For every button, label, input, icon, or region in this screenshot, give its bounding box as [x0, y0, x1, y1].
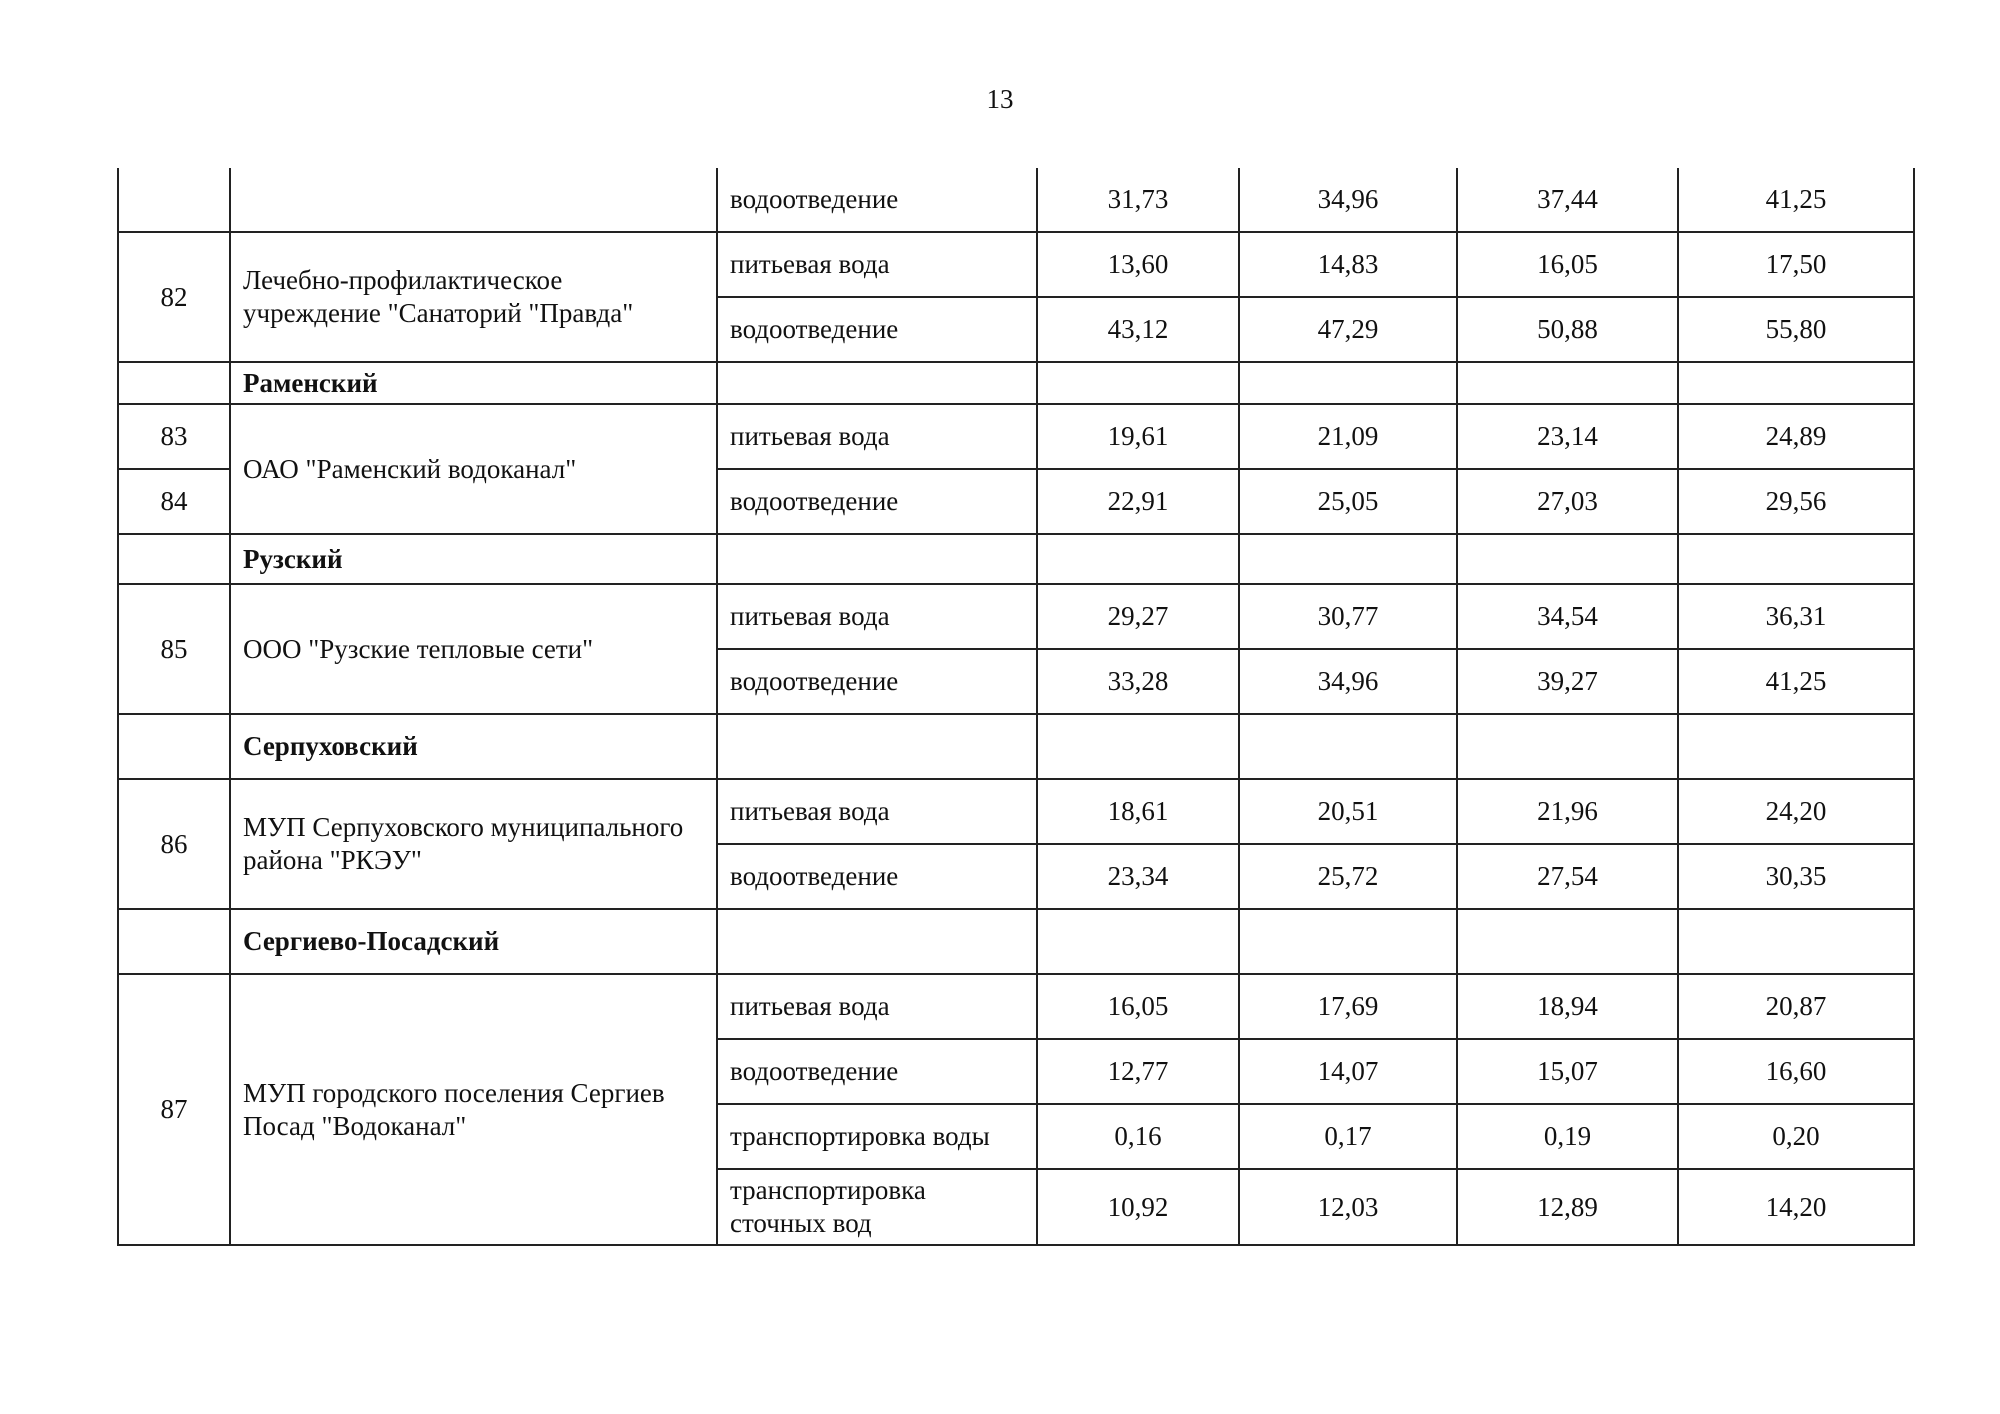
- cell-value: 13,60: [1037, 232, 1239, 297]
- cell-number: 84: [118, 469, 230, 534]
- cell-value: 14,07: [1239, 1039, 1457, 1104]
- cell-service: транспортировка воды: [717, 1104, 1037, 1169]
- tariff-table: [117, 168, 1915, 1246]
- cell-value: 12,03: [1239, 1169, 1457, 1245]
- cell-number: 83: [118, 404, 230, 469]
- cell-value: 41,25: [1678, 649, 1914, 714]
- cell-organization: МУП городского поселения Сергиев Посад "Водоканал": [230, 974, 717, 1245]
- cell-value: 20,87: [1678, 974, 1914, 1039]
- district-name: Раменский: [230, 362, 717, 404]
- cell-value: 18,94: [1457, 974, 1678, 1039]
- cell-service: водоотведение: [717, 469, 1037, 534]
- cell-service: транспортировка сточных вод: [717, 1169, 1037, 1245]
- cell-value: 14,83: [1239, 232, 1457, 297]
- cell-value: 50,88: [1457, 297, 1678, 362]
- cell-value: 41,25: [1678, 168, 1914, 232]
- cell-value: 27,54: [1457, 844, 1678, 909]
- cell-value: 30,77: [1239, 584, 1457, 649]
- cell-value: 17,50: [1678, 232, 1914, 297]
- cell-value: 21,96: [1457, 779, 1678, 844]
- cell-value: 25,72: [1239, 844, 1457, 909]
- cell-value: 15,07: [1457, 1039, 1678, 1104]
- cell-value: 23,14: [1457, 404, 1678, 469]
- cell-organization: [230, 168, 717, 232]
- table-row: [118, 168, 1914, 232]
- cell-value: 36,31: [1678, 584, 1914, 649]
- cell-value: 16,05: [1037, 974, 1239, 1039]
- district-name: Серпуховский: [230, 714, 717, 779]
- district-name: Сергиево-Посадский: [230, 909, 717, 974]
- cell-value: 29,56: [1678, 469, 1914, 534]
- cell-value: 16,60: [1678, 1039, 1914, 1104]
- cell-value: 34,96: [1239, 649, 1457, 714]
- cell-value: 16,05: [1457, 232, 1678, 297]
- table-row: [118, 232, 1914, 297]
- cell-value: 29,27: [1037, 584, 1239, 649]
- cell-number: 82: [118, 232, 230, 362]
- cell-value: 0,16: [1037, 1104, 1239, 1169]
- cell-value: 33,28: [1037, 649, 1239, 714]
- table-row: [118, 584, 1914, 649]
- cell-value: 17,69: [1239, 974, 1457, 1039]
- cell-value: 24,89: [1678, 404, 1914, 469]
- cell-service: питьевая вода: [717, 232, 1037, 297]
- cell-number: [118, 168, 230, 232]
- cell-value: 21,09: [1239, 404, 1457, 469]
- cell-service: водоотведение: [717, 649, 1037, 714]
- district-row: [118, 714, 1914, 779]
- cell-service: водоотведение: [717, 844, 1037, 909]
- cell-value: 39,27: [1457, 649, 1678, 714]
- cell-value: 0,17: [1239, 1104, 1457, 1169]
- cell-value: 12,77: [1037, 1039, 1239, 1104]
- cell-value: 27,03: [1457, 469, 1678, 534]
- cell-value: 30,35: [1678, 844, 1914, 909]
- cell-organization: МУП Серпуховского муниципального района "РКЭУ": [230, 779, 717, 909]
- cell-value: 23,34: [1037, 844, 1239, 909]
- cell-organization: ОАО "Раменский водоканал": [230, 404, 717, 534]
- district-row: [118, 362, 1914, 404]
- cell-organization: ООО "Рузские тепловые сети": [230, 584, 717, 714]
- cell-service: питьевая вода: [717, 404, 1037, 469]
- table-row: [118, 974, 1914, 1039]
- cell-organization: Лечебно-профилактическое учреждение "Санаторий "Правда": [230, 232, 717, 362]
- cell-value: 0,20: [1678, 1104, 1914, 1169]
- cell-value: 34,96: [1239, 168, 1457, 232]
- cell-service: водоотведение: [717, 1039, 1037, 1104]
- district-name: Рузский: [230, 534, 717, 584]
- cell-value: 10,92: [1037, 1169, 1239, 1245]
- cell-value: 20,51: [1239, 779, 1457, 844]
- district-row: [118, 534, 1914, 584]
- cell-value: 43,12: [1037, 297, 1239, 362]
- cell-service: водоотведение: [717, 297, 1037, 362]
- cell-number: 86: [118, 779, 230, 909]
- table-row: [118, 404, 1914, 469]
- cell-value: 47,29: [1239, 297, 1457, 362]
- cell-value: 22,91: [1037, 469, 1239, 534]
- cell-value: 24,20: [1678, 779, 1914, 844]
- cell-value: 37,44: [1457, 168, 1678, 232]
- table-row: [118, 779, 1914, 844]
- cell-value: 25,05: [1239, 469, 1457, 534]
- page-number: 13: [986, 84, 1014, 114]
- cell-service: питьевая вода: [717, 779, 1037, 844]
- cell-value: 18,61: [1037, 779, 1239, 844]
- cell-value: 12,89: [1457, 1169, 1678, 1245]
- cell-value: 31,73: [1037, 168, 1239, 232]
- cell-value: 34,54: [1457, 584, 1678, 649]
- cell-value: 0,19: [1457, 1104, 1678, 1169]
- cell-value: 55,80: [1678, 297, 1914, 362]
- district-row: [118, 909, 1914, 974]
- cell-value: 19,61: [1037, 404, 1239, 469]
- cell-number: 87: [118, 974, 230, 1245]
- cell-service: водоотведение: [717, 168, 1037, 232]
- cell-service: питьевая вода: [717, 974, 1037, 1039]
- cell-value: 14,20: [1678, 1169, 1914, 1245]
- cell-service: питьевая вода: [717, 584, 1037, 649]
- cell-number: 85: [118, 584, 230, 714]
